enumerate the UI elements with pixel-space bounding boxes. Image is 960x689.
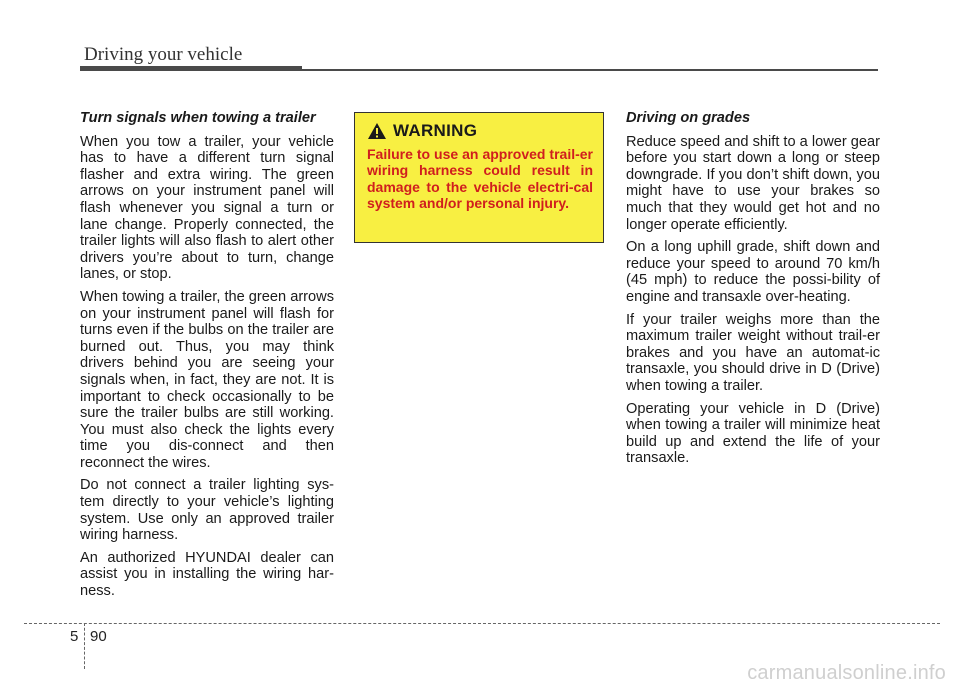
left-column (80, 110, 334, 606)
watermark: carmanualsonline.info (747, 662, 946, 684)
section-heading-driving-on-grades: Driving on grades (626, 110, 751, 126)
warning-header (367, 121, 593, 141)
section-heading-turn-signals: Turn signals when towing a trailer (80, 110, 316, 126)
page-number: 90 (90, 628, 107, 645)
paragraph: On a long uphill grade, shift down and reduce your speed to around 70 km/h (45 mph) to reduce the possi-bility of engine and transaxle over-heating. (626, 239, 880, 305)
paragraph: An authorized HYUNDAI dealer can assist you in installing the wiring har-ness. (80, 549, 334, 600)
paragraph: If your trailer weighs more than the maximum trailer weight without trail-er brakes and you have an automat-ic transaxle, you should drive in D (Drive) when towing a trailer. (626, 311, 880, 394)
paragraph: When you tow a trailer, your vehicle has to have a different turn signal flasher and extra wiring. The green arrows on your instrument panel will flash whenever you signal a turn or lane change. Properly connected, the trailer lights will also flash to alert other drivers you’re about to turn, change lanes, or stop. (80, 133, 334, 283)
warning-title: WARNING (393, 121, 478, 140)
page-header-title: Driving your vehicle (84, 44, 243, 65)
warning-box (354, 112, 604, 243)
footer-dashed-rule (24, 623, 940, 624)
warning-triangle-icon (367, 122, 387, 140)
warning-text: Failure to use an approved trail-er wiring harness could result in damage to the vehicle electri-cal system and/or personal injury. (367, 146, 593, 212)
paragraph: Reduce speed and shift to a lower gear before you start down a long or steep downgrade. If you don’t shift down, you might have to use your brakes so much that they would get hot and no longer operate efficiently. (626, 133, 880, 233)
chapter-number: 5 (70, 628, 79, 645)
paragraph: When towing a trailer, the green arrows on your instrument panel will flash for turns even if the bulbs on the trailer are burned out. Thus, you may think drivers behind you are seeing your signals when, in fact, they are not. It is important to check occasionally to be sure the trailer bulbs are still working. You must also check the lights every time you dis-connect and then reconnect the wires. (80, 288, 334, 471)
paragraph: Do not connect a trailer lighting sys-tem directly to your vehicle’s lighting system. Use only an approved trailer wiring harness. (80, 477, 334, 544)
header-rule-thick (80, 66, 302, 71)
header-rule-thin (302, 69, 878, 71)
paragraph: Operating your vehicle in D (Drive) when towing a trailer will minimize heat build up and extend the life of your transaxle. (626, 400, 880, 467)
footer-vertical-divider (84, 623, 85, 669)
right-column (626, 110, 880, 473)
